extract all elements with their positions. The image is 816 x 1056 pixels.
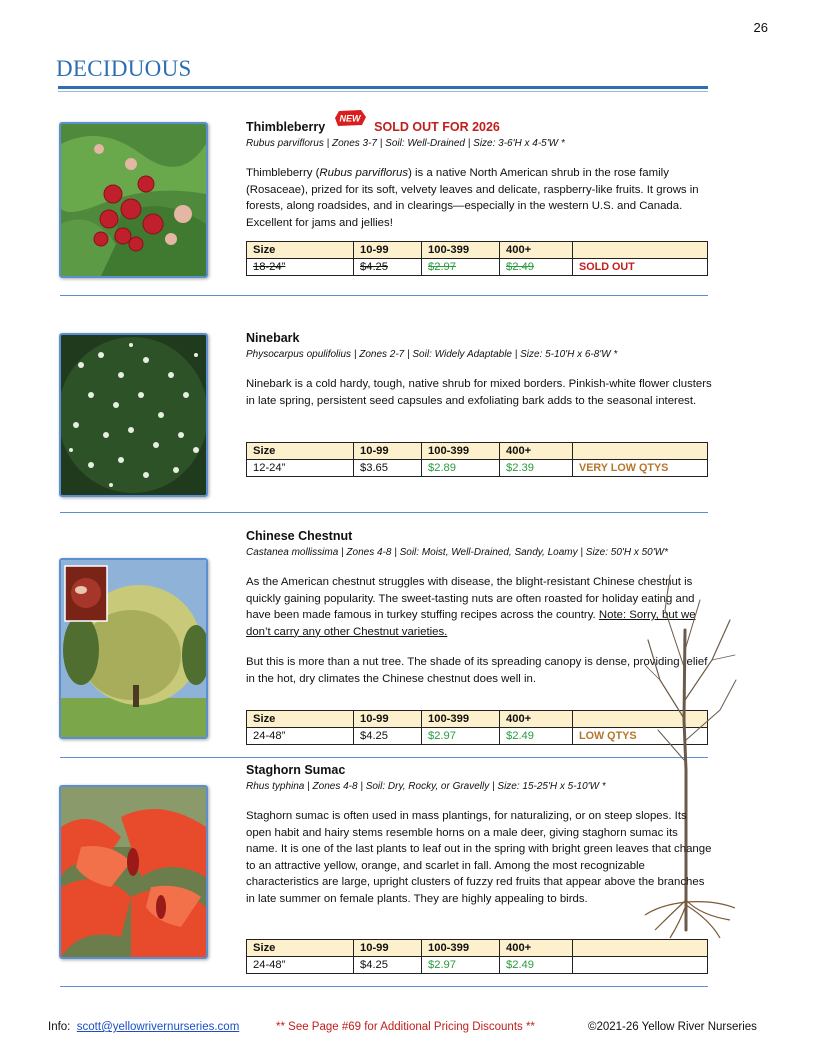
separator — [60, 757, 708, 758]
title-rule — [58, 86, 708, 89]
chestnut-photo — [59, 558, 208, 739]
separator — [60, 986, 708, 987]
new-badge — [333, 109, 367, 127]
sold-out-header: SOLD OUT FOR 2026 — [374, 120, 500, 134]
table-row: 18-24” $4.25 $2.97 $2.49 SOLD OUT — [247, 259, 708, 276]
product-specs: Rubus parviflorus | Zones 3-7 | Soil: Well-Drained | Size: 3-6'H x 4-5'W * — [246, 138, 565, 149]
price-table-ninebark: Size 10-99 100-399 400+ 12-24” $3.65 $2.89 $2.39 VERY LOW QTYS — [246, 442, 708, 477]
price-table-staghorn-sumac: Size 10-99 100-399 400+ 24-48” $4.25 $2.97 $2.49 — [246, 939, 708, 974]
title-rule-thin — [58, 91, 708, 92]
page-number: 26 — [753, 20, 768, 35]
separator — [60, 295, 708, 296]
product-name-staghorn-sumac: Staghorn Sumac — [246, 763, 346, 777]
product-specs: Castanea mollissima | Zones 4-8 | Soil: Moist, Well-Drained, Sandy, Loamy | Size: 50'H x 50'W* — [246, 547, 668, 558]
product-name-chinese-chestnut: Chinese Chestnut — [246, 529, 353, 543]
staghorn-sumac-photo — [59, 785, 208, 959]
email-link[interactable]: scott@yellowrivernurseries.com — [76, 1021, 240, 1033]
status-badge: SOLD OUT — [573, 259, 708, 276]
thimbleberry-photo — [59, 122, 208, 278]
product-name-ninebark: Ninebark — [246, 331, 300, 345]
table-row: 12-24” $3.65 $2.89 $2.39 VERY LOW QTYS — [247, 460, 708, 477]
price-table-chinese-chestnut: Size 10-99 100-399 400+ 24-48” $4.25 $2.97 $2.49 LOW QTYS — [246, 710, 708, 745]
product-description: Staghorn sumac is often used in mass plantings, for naturalizing, or on steep slopes. Its open habit and hairy stems resemble horns on a male deer, giving staghorn sumac its name. It is one of the last plants to leaf out in the spring with bright green leaves that change to an attractive yellow, orange, and scarlet in fall. Among the most recognizable characteristics are large, upright clusters of fuzzy red fruits that appear above the branches in late summer on female plants. They are highly appealing to birds. — [246, 810, 712, 905]
price-table-thimbleberry: Size 10-99 100-399 400+ 18-24” $4.25 $2.97 $2.49 SOLD OUT — [246, 241, 708, 276]
product-description: As the American chestnut struggles with disease, the blight-resistant Chinese chestnut is quickly gaining popularity. The sweet-tasting nuts are often roasted for holiday eating and have been made famous in turkey stuffing recipes across the country. Note: Sorry, but we don’t carry any other Chestnut varieties. But this is more than a nut tree. The shade of its spreading canopy is dense, providing relief in the hot, dry climates the Chinese chestnut does well in. — [246, 576, 708, 685]
table-row: 24-48” $4.25 $2.97 $2.49 LOW QTYS — [247, 728, 708, 745]
product-specs: Rhus typhina | Zones 4-8 | Soil: Dry, Rocky, or Gravelly | Size: 15-25'H x 5-10'W * — [246, 781, 606, 792]
separator — [60, 512, 708, 513]
ninebark-photo — [59, 333, 208, 497]
product-specs: Physocarpus opulifolius | Zones 2-7 | Soil: Widely Adaptable | Size: 5-10'H x 6-8'W * — [246, 349, 618, 360]
table-row: 24-48” $4.25 $2.97 $2.49 — [247, 957, 708, 974]
status-badge: VERY LOW QTYS — [573, 460, 708, 477]
status-badge: LOW QTYS — [573, 728, 708, 745]
footer-info: Info: scott@yellowrivernurseries.com — [48, 1021, 240, 1033]
section-title: DECIDUOUS — [56, 56, 192, 81]
new-badge-text: NEW — [339, 113, 361, 124]
product-description: Thimbleberry (Rubus parviflorus) is a native North American shrub in the rose family (Rosaceae), prized for its soft, velvety leaves and delicate, raspberry-like fruits. It grows in forests, along roadsides, and in clearings—especially in the western U.S. and Canada. Excellent for jams and jellies! — [246, 167, 699, 229]
footer-copyright: ©2021-26 Yellow River Nurseries — [588, 1021, 757, 1033]
product-name-thimbleberry: Thimbleberry — [246, 120, 326, 134]
product-description: Ninebark is a cold hardy, tough, native shrub for mixed borders. Pinkish-white flower clusters in late spring, persistent seed capsules and exfoliating bark adds to the seasonal interest. — [246, 378, 712, 407]
footer-discount-note: ** See Page #69 for Additional Pricing Discounts ** — [276, 1021, 535, 1033]
